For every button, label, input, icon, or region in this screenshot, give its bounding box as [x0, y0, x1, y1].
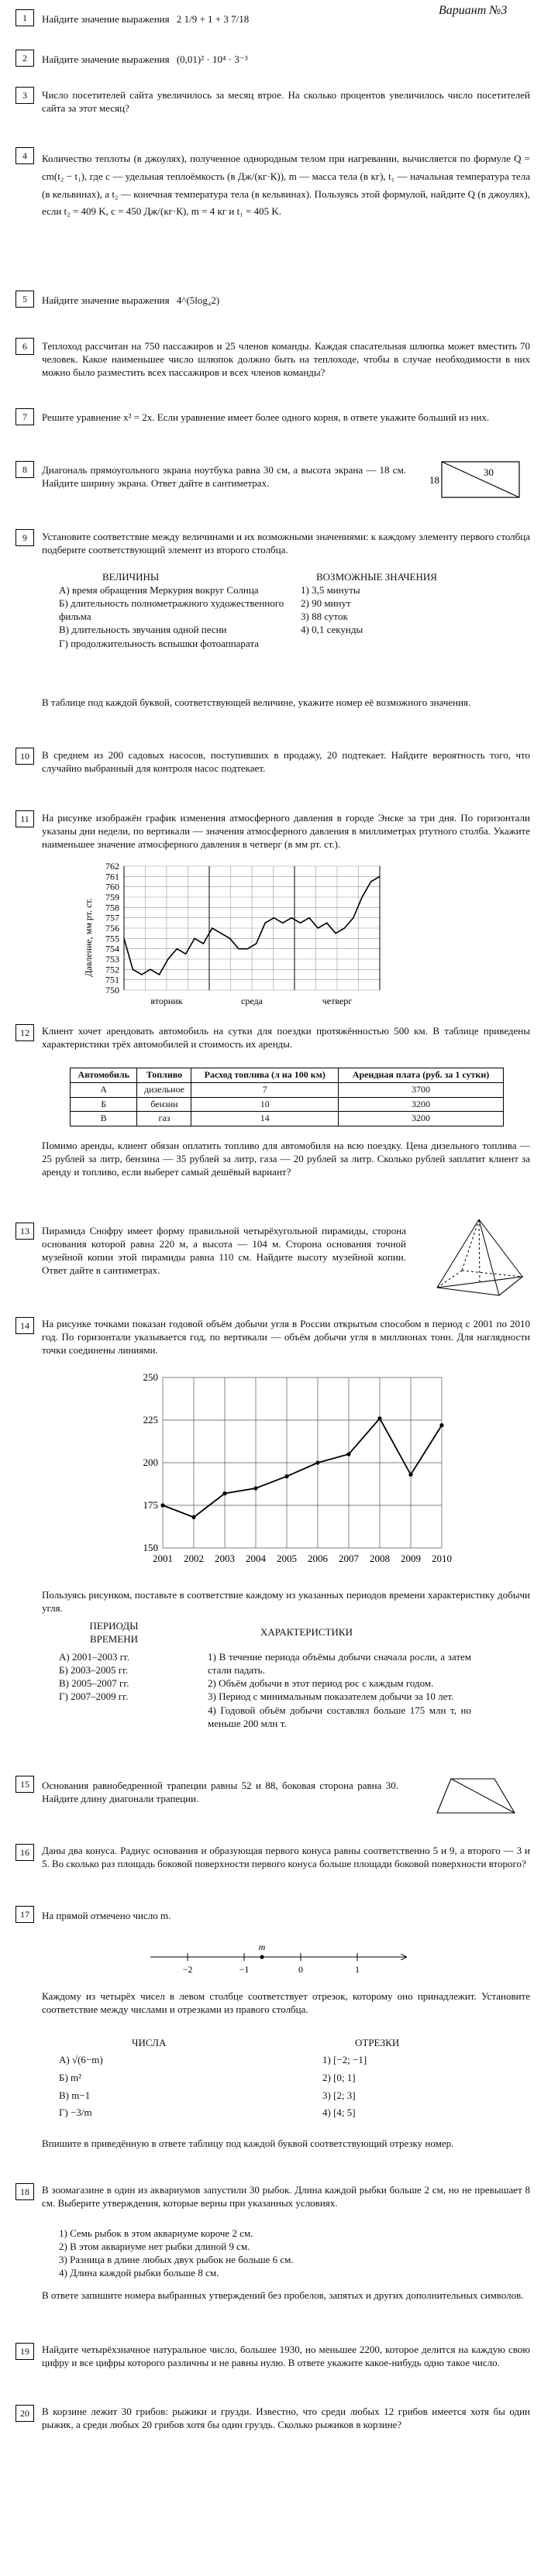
- hidden-edge: [462, 1219, 479, 1271]
- list-item: А) √(6−m): [59, 2054, 103, 2065]
- y-tick-label: 752: [105, 964, 119, 975]
- list-item: 2) Объём добычи в этот период рос с каждым годом.: [208, 1677, 434, 1690]
- list-item: А) 2001–2003 гг.: [59, 1651, 130, 1663]
- task-number: 6: [16, 338, 34, 355]
- data-point: [377, 1416, 381, 1420]
- height-label: 18: [429, 474, 439, 486]
- list-item: 1) [−2; −1]: [322, 2054, 367, 2065]
- right-column-list: [322, 2052, 477, 2122]
- list-item: А) время обращения Меркурия вокруг Солнца: [59, 584, 259, 596]
- x-tick-label: вторник: [150, 996, 183, 1006]
- y-tick-label: 175: [143, 1499, 158, 1511]
- task-number: 11: [16, 810, 34, 827]
- expression: 2 1/9 + 1 + 3 7/18: [176, 13, 250, 25]
- trapezoid-figure: [434, 1774, 519, 1819]
- y-tick-label: 762: [105, 861, 119, 872]
- height-line: [479, 1219, 480, 1282]
- task-17-footer: Впишите в приведённую в ответе таблицу под каждой буквой соответствующий отрезку номер.: [42, 2137, 454, 2149]
- task-text: Найдите значение выражения: [42, 294, 170, 306]
- list-item: Б) 2003–2005 гг.: [59, 1664, 129, 1677]
- left-column-list: [59, 583, 291, 650]
- y-tick-label: 753: [105, 954, 119, 965]
- task-number: 15: [16, 1776, 34, 1793]
- task-number: 7: [16, 408, 34, 425]
- pressure-chart: [78, 860, 418, 1015]
- task-number: 2: [16, 50, 34, 67]
- task-16-text: Даны два конуса. Радиус основания и образующая первого конуса равны соответственно 5 и 9, а второго — 3 и 5. Во сколько раз площадь боковой поверхности первого конуса больше площади боковой поверхности второго?: [42, 1845, 530, 1870]
- list-item: 2) 90 минут: [301, 597, 351, 610]
- data-point: [346, 1452, 350, 1456]
- task-4-text: Количество теплоты (в джоулях), полученное однородным телом при нагревании, вычисляется по формуле Q = cm(t₂ − t₁), где c — удельная теплоёмкость (в Дж/(кг·К)), m — масса тела (в кг), t₁ — начальная температура тела (в кельвинах), а t₂ — конечная температура тела (в кельвинах). Пользуясь этой формулой, найдите Q (в джоулях), если t₂ = 409 K, c = 450 Дж/(кг·К), m = 4 кг и t₁ = 405 K.: [42, 153, 530, 218]
- task-15-text: Основания равнобедренной трапеции равны 52 и 88, боковая сторона равна 30. Найдите длину диагонали трапеции.: [42, 1780, 398, 1805]
- list-item: Г) продолжительность вспышки фотоаппарата: [59, 637, 259, 649]
- y-tick-label: 758: [105, 902, 119, 913]
- coal-chart: [124, 1371, 450, 1573]
- list-item: 2) В этом аквариуме нет рыбки длиной 9 см.: [59, 2241, 250, 2253]
- right-column-list: [301, 583, 471, 637]
- task-14-note: Пользуясь рисунком, поставьте в соответствие каждому из указанных периодов времени характеристику добычи угля.: [42, 1589, 530, 1615]
- list-item: Г) 2007–2009 гг.: [59, 1690, 129, 1703]
- table-cell: 3700: [339, 1082, 504, 1097]
- task-13-text: Пирамида Снофру имеет форму правильной четырёхугольной пирамиды, сторона основания которой равна 220 м, а высота — 104 м. Сторона основания точной музейной копии этой пирамиды равна 110 см. Найдите высоту музейной копии. Ответ дайте в сантиметрах.: [42, 1225, 406, 1277]
- table-row: [71, 1097, 504, 1112]
- hidden-edge: [462, 1271, 522, 1277]
- list-item: 4) Годовой объём добычи составлял больше 175 млн т, но меньше 200 млн т.: [208, 1704, 471, 1729]
- y-tick-label: 200: [143, 1457, 158, 1468]
- task-number: 14: [16, 1317, 34, 1334]
- list-item: 4) Длина каждой рыбки больше 8 см.: [59, 2267, 219, 2279]
- lateral-edge: [479, 1219, 499, 1295]
- y-tick-label: 760: [105, 881, 119, 892]
- table-header: Топливо: [137, 1068, 191, 1083]
- task-6-text: Теплоход рассчитан на 750 пассажиров и 25 членов команды. Каждая спасательная шлюпка может вместить 70 человек. Какое наименьшее число шлюпок должно быть на теплоходе, чтобы в случае необходимости в них можно было разместить всех пассажиров и всех членов команды?: [42, 340, 530, 379]
- task-number: 3: [16, 87, 34, 104]
- task-3-text: Число посетителей сайта увеличилось за месяц втрое. На сколько процентов увеличилось число посетителей сайта за этот месяц?: [42, 89, 530, 115]
- x-tick-label: четверг: [322, 996, 353, 1006]
- left-column-list: [59, 1650, 183, 1704]
- column-header-right: ХАРАКТЕРИСТИКИ: [260, 1626, 353, 1638]
- table-row: [71, 1082, 504, 1097]
- task-9-note: В таблице под каждой буквой, соответствующей величине, укажите номер её возможного значения.: [42, 696, 471, 708]
- y-tick-label: 225: [143, 1414, 158, 1426]
- list-item: 3) 88 суток: [301, 610, 348, 623]
- task-number: 12: [16, 1024, 34, 1041]
- cars-table: [70, 1068, 504, 1126]
- list-item: Г) −3/m: [59, 2107, 92, 2119]
- task-7-text: Решите уравнение x² = 2x. Если уравнение имеет более одного корня, в ответе укажите больший из них.: [42, 411, 490, 423]
- task-number: 13: [16, 1223, 34, 1240]
- y-tick-label: 761: [105, 871, 119, 882]
- table-cell: 10: [191, 1097, 339, 1112]
- table-header: Арендная плата (руб. за 1 сутки): [339, 1068, 504, 1083]
- task-1-text: [42, 12, 530, 26]
- task-17-note: Каждому из четырёх чисел в левом столбце соответствует отрезок, которому оно принадлежит. Установите соответствие между числами и отрезками из правого столбца.: [42, 1990, 530, 2016]
- task-number: 9: [16, 529, 34, 546]
- task-10-text: В среднем из 200 садовых насосов, поступивших в продажу, 20 подтекает. Найдите вероятность того, что случайно выбранный для контроля насос подтекает.: [42, 749, 530, 775]
- trapezoid-shape: [437, 1779, 515, 1813]
- table-cell: 3200: [339, 1112, 504, 1126]
- task-number: 4: [16, 147, 34, 164]
- y-tick-label: 756: [105, 923, 119, 934]
- table-cell: 3200: [339, 1097, 504, 1112]
- y-tick-label: 757: [105, 912, 119, 923]
- table-cell: 7: [191, 1082, 339, 1097]
- list-item: 4) 0,1 секунды: [301, 624, 363, 636]
- y-tick-label: 250: [143, 1371, 158, 1383]
- list-item: 1) В течение периода объёмы добычи сначала росли, а затем стали падать.: [208, 1651, 471, 1677]
- x-tick-label: 2002: [184, 1553, 204, 1564]
- y-tick-label: 751: [105, 974, 119, 985]
- expression: (0,01)² · 10⁴ · 3⁻³: [176, 53, 248, 65]
- table-header: Автомобиль: [71, 1068, 137, 1083]
- number-line: [147, 1941, 411, 1980]
- task-18-text: В зоомагазине в один из аквариумов запустили 30 рыбок. Длина каждой рыбки больше 2 см, но не превышает 8 см. Выберите утверждения, которые верны при указанных условиях.: [42, 2184, 530, 2210]
- series-line: [163, 1419, 442, 1518]
- pyramid-figure: [431, 1213, 532, 1306]
- x-tick-label: среда: [241, 996, 263, 1006]
- column-header-left: ЧИСЛА: [132, 2037, 167, 2048]
- task-12-text: Клиент хочет арендовать автомобиль на сутки для поездки протяжённостью 500 км. В таблице приведены характеристики трёх автомобилей и стоимость их аренды.: [42, 1025, 530, 1051]
- column-header-left: ВЕЛИЧИНЫ: [102, 571, 160, 583]
- y-tick-label: 759: [105, 892, 119, 903]
- data-point: [191, 1515, 195, 1519]
- table-cell: А: [71, 1082, 137, 1097]
- list-item: В) 2005–2007 гг.: [59, 1677, 129, 1690]
- task-19-text: Найдите четырёхзначное натуральное число, большее 1930, но меньшее 2200, которое делится на каждую свою цифру и все цифры которого различны и не равны нулю. В ответе укажите какое-нибудь одно такое число.: [42, 2344, 530, 2369]
- x-tick-label: 2005: [277, 1553, 297, 1564]
- list-item: 1) Семь рыбок в этом аквариуме короче 2 см.: [59, 2227, 253, 2239]
- variant-label: Вариант №3: [439, 4, 508, 17]
- tick-label: 1: [355, 1964, 360, 1975]
- task-number: 18: [16, 2183, 34, 2200]
- task-number: 1: [16, 9, 34, 26]
- list-item: 2) [0; 1]: [322, 2071, 356, 2083]
- data-point: [160, 1503, 164, 1507]
- table-cell: газ: [137, 1112, 191, 1126]
- list-item: В) m−1: [59, 2089, 91, 2101]
- list-item: 3) Разница в длине любых двух рыбок не больше 6 см.: [59, 2254, 294, 2266]
- column-header-left: ПЕРИОДЫ ВРЕМЕНИ: [89, 1620, 139, 1646]
- task-20-text: В корзине лежит 30 грибов: рыжики и грузди. Известно, что среди любых 12 грибов имеется хотя бы один рыжик, а среди любых 20 грибов хотя бы один груздь. Сколько рыжиков в корзине?: [42, 2406, 530, 2431]
- screen-rectangle-figure: [426, 459, 527, 502]
- tick-label: −2: [182, 1964, 193, 1975]
- list-item: Б) длительность полнометражного художественного фильма: [59, 597, 284, 623]
- task-5-text: [42, 294, 530, 307]
- y-tick-label: 750: [105, 985, 119, 996]
- x-tick-label: 2010: [432, 1553, 452, 1564]
- lateral-edge: [479, 1219, 522, 1277]
- tick-label: 0: [298, 1964, 303, 1975]
- data-point: [408, 1473, 412, 1477]
- y-tick-label: 755: [105, 933, 119, 944]
- y-tick-label: 150: [143, 1542, 158, 1553]
- task-text: Найдите значение выражения: [42, 13, 170, 25]
- task-8-text: Диагональ прямоугольного экрана ноутбука равна 30 см, а высота экрана — 18 см. Найдите ширину экрана. Ответ дайте в сантиметрах.: [42, 464, 406, 490]
- table-row: [71, 1112, 504, 1126]
- table-cell: бензин: [137, 1097, 191, 1112]
- task-9-text: Установите соответствие между величинами и их возможными значениями: к каждому элементу первого столбца подберите соответствующий элемент из второго столбца.: [42, 531, 530, 556]
- pyramid-base-front: [437, 1277, 522, 1295]
- diagonal-label: 30: [484, 466, 494, 478]
- tick-label: −1: [239, 1964, 250, 1975]
- task-2-text: [42, 53, 530, 66]
- task-number: 10: [16, 748, 34, 765]
- x-tick-label: 2006: [308, 1553, 328, 1564]
- expression: 4^(5log₄2): [176, 294, 220, 306]
- lateral-edge: [437, 1219, 479, 1288]
- data-point: [222, 1491, 226, 1495]
- task-number: 16: [16, 1844, 34, 1861]
- task-number: 5: [16, 291, 34, 308]
- x-tick-label: 2008: [370, 1553, 390, 1564]
- list-item: В) длительность звучания одной песни: [59, 624, 227, 636]
- table-cell: В: [71, 1112, 137, 1126]
- data-point: [284, 1474, 288, 1478]
- point-label: m: [258, 1941, 266, 1952]
- statements-list: [59, 2227, 524, 2280]
- x-tick-label: 2001: [153, 1553, 173, 1564]
- task-text: Найдите значение выражения: [42, 53, 170, 65]
- task-number: 17: [16, 1906, 34, 1923]
- data-point: [253, 1486, 257, 1490]
- left-column-list: [59, 2052, 214, 2122]
- data-point: [315, 1460, 319, 1464]
- column-header-right: ВОЗМОЖНЫЕ ЗНАЧЕНИЯ: [316, 571, 437, 583]
- diagonal-line: [451, 1779, 515, 1813]
- x-tick-label: 2009: [401, 1553, 421, 1564]
- task-11-text: На рисунке изображён график изменения атмосферного давления в городе Энске за три дня. По горизонтали указаны дни недели, по вертикали — значения атмосферного давления в миллиметрах ртутного столба. Укажите наименьшее значение атмосферного давления в четверг (в мм рт. ст.).: [42, 812, 530, 851]
- x-tick-label: 2004: [246, 1553, 266, 1564]
- list-item: 3) [2; 3]: [322, 2089, 356, 2101]
- table-header: Расход топлива (л на 100 км): [191, 1068, 339, 1083]
- column-header-right: ОТРЕЗКИ: [355, 2037, 400, 2048]
- data-point: [439, 1423, 443, 1427]
- table-cell: 14: [191, 1112, 339, 1126]
- task-14-text: На рисунке точками показан годовой объём добычи угля в России открытым способом в период с 2001 по 2010 год. По горизонтали указывается год, по вертикали — объём добычи угля в миллионах тонн. Для наглядности точки соединены линиями.: [42, 1318, 530, 1357]
- task-number: 19: [16, 2343, 34, 2360]
- table-cell: Б: [71, 1097, 137, 1112]
- task-18-note: В ответе запишите номера выбранных утверждений без пробелов, запятых и других дополнительных символов.: [42, 2289, 524, 2301]
- y-tick-label: 754: [105, 943, 119, 954]
- diagonal-line: [442, 462, 519, 497]
- list-item: 3) Период с минимальным показателем добычи за 10 лет.: [208, 1690, 454, 1703]
- y-axis-label: Давление, мм рт. ст.: [83, 898, 94, 977]
- list-item: 4) [4; 5]: [322, 2107, 356, 2119]
- right-column-list: [208, 1650, 471, 1730]
- task-12-note: Помимо аренды, клиент обязан оплатить топливо для автомобиля на всю поездку. Цена дизельного топлива — 25 рублей за литр, бензина — 35 рублей за литр, газа — 20 рублей за литр. Сколько рублей заплатит клиент за аренду и топливо, если выберет самый дешёвый вариант?: [42, 1140, 530, 1178]
- list-item: Б) m²: [59, 2071, 82, 2083]
- x-tick-label: 2007: [339, 1553, 359, 1564]
- cars-table-wrap: [70, 1068, 504, 1126]
- list-item: 1) 3,5 минуты: [301, 584, 360, 596]
- table-cell: дизельное: [137, 1082, 191, 1097]
- task-number: 20: [16, 2405, 34, 2422]
- task-17-text: На прямой отмечено число m.: [42, 1910, 171, 1921]
- point-m: [260, 1955, 264, 1959]
- task-number: 8: [16, 461, 34, 478]
- x-tick-label: 2003: [215, 1553, 235, 1564]
